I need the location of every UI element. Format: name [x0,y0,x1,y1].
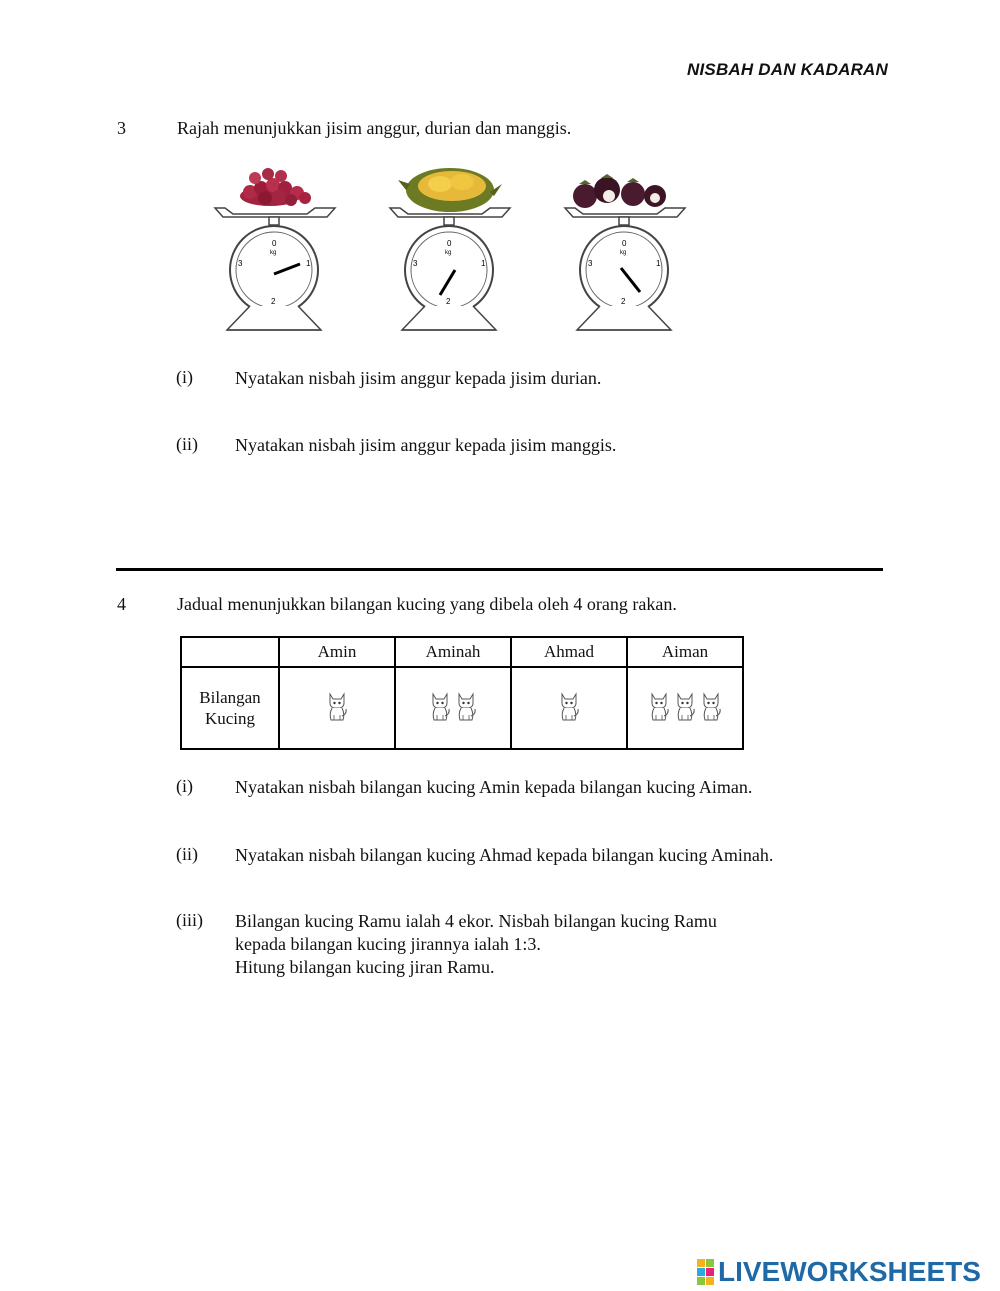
scale-mangosteen [565,174,685,330]
question-3-text: Rajah menunjukkan jisim anggur, durian dan manggis. [177,118,572,138]
scale-durian [390,168,510,330]
table-corner-cell [181,637,279,667]
svg-text:2: 2 [446,297,451,306]
cat-icon [557,690,581,727]
grapes-image [240,168,311,206]
scale-grapes [215,168,335,330]
table-header-row [181,637,743,667]
table-header-aiman: Aiman [627,637,743,667]
q4-sub-iii-line3: Hitung bilangan kucing jiran Ramu. [235,957,495,977]
q4-sub-ii-label: (ii) [176,844,198,864]
svg-text:kg: kg [445,250,452,256]
question-4-text: Jadual menunjukkan bilangan kucing yang dibela oleh 4 orang rakan. [177,594,677,614]
durian-image [398,168,502,212]
cat-icon [325,690,349,727]
q4-sub-ii-text: Nyatakan nisbah bilangan kucing Ahmad kepada bilangan kucing Aminah. [235,845,774,865]
liveworksheets-logo [697,1256,981,1288]
cat-count-amin [279,667,395,749]
question-4-number: 4 [117,594,126,614]
q4-sub-i-text: Nyatakan nisbah bilangan kucing Amin kepada bilangan kucing Aiman. [235,777,753,797]
cat-icons-ahmad [512,668,626,748]
table-header-amin: Amin [279,637,395,667]
q4-sub-i-label: (i) [176,776,193,796]
svg-text:kg: kg [270,250,277,256]
svg-text:0: 0 [447,239,452,248]
question-3-number: 3 [117,118,126,138]
svg-text:kg: kg [620,250,627,256]
section-divider [116,568,883,571]
cat-icon [673,690,697,727]
cat-count-ahmad [511,667,627,749]
row-label-line2: Kucing [204,709,256,728]
table-header-aminah: Aminah [395,637,511,667]
q3-sub-i-text: Nyatakan nisbah jisim anggur kepada jisim durian. [235,368,602,388]
cat-icon [647,690,671,727]
svg-text:3: 3 [588,259,593,268]
svg-text:0: 0 [272,239,277,248]
cat-count-aminah [395,667,511,749]
svg-text:2: 2 [621,297,626,306]
svg-text:1: 1 [656,259,661,268]
scales-figure [205,160,695,335]
cats-table [180,636,744,750]
mangosteen-image [573,174,666,208]
table-header-ahmad: Ahmad [511,637,627,667]
q4-sub-iii-line1: Bilangan kucing Ramu ialah 4 ekor. Nisbah bilangan kucing Ramu [235,911,717,931]
cat-icon [699,690,723,727]
svg-text:2: 2 [271,297,276,306]
q4-sub-iii-text [235,910,717,979]
row-label-cell [181,667,279,749]
q3-sub-i-label: (i) [176,367,193,387]
svg-text:3: 3 [238,259,243,268]
row-label-line1: Bilangan [199,688,261,707]
cat-icon [428,690,452,727]
cat-icons-amin [280,668,394,748]
cat-icons-aiman [628,668,742,748]
q3-sub-ii-text: Nyatakan nisbah jisim anggur kepada jisim manggis. [235,435,617,455]
cat-icons-aminah [396,668,510,748]
svg-text:1: 1 [306,259,311,268]
q4-sub-iii-label: (iii) [176,910,203,930]
cat-icon [454,690,478,727]
logo-blocks-icon [697,1259,714,1285]
q3-sub-ii-label: (ii) [176,434,198,454]
svg-text:0: 0 [622,239,627,248]
table-row [181,667,743,749]
svg-text:1: 1 [481,259,486,268]
svg-text:3: 3 [413,259,418,268]
page-header-title: NISBAH DAN KADARAN [687,60,888,79]
logo-text: LIVEWORKSHEETS [718,1256,981,1287]
cat-count-aiman [627,667,743,749]
q4-sub-iii-line2: kepada bilangan kucing jirannya ialah 1:3. [235,934,541,954]
